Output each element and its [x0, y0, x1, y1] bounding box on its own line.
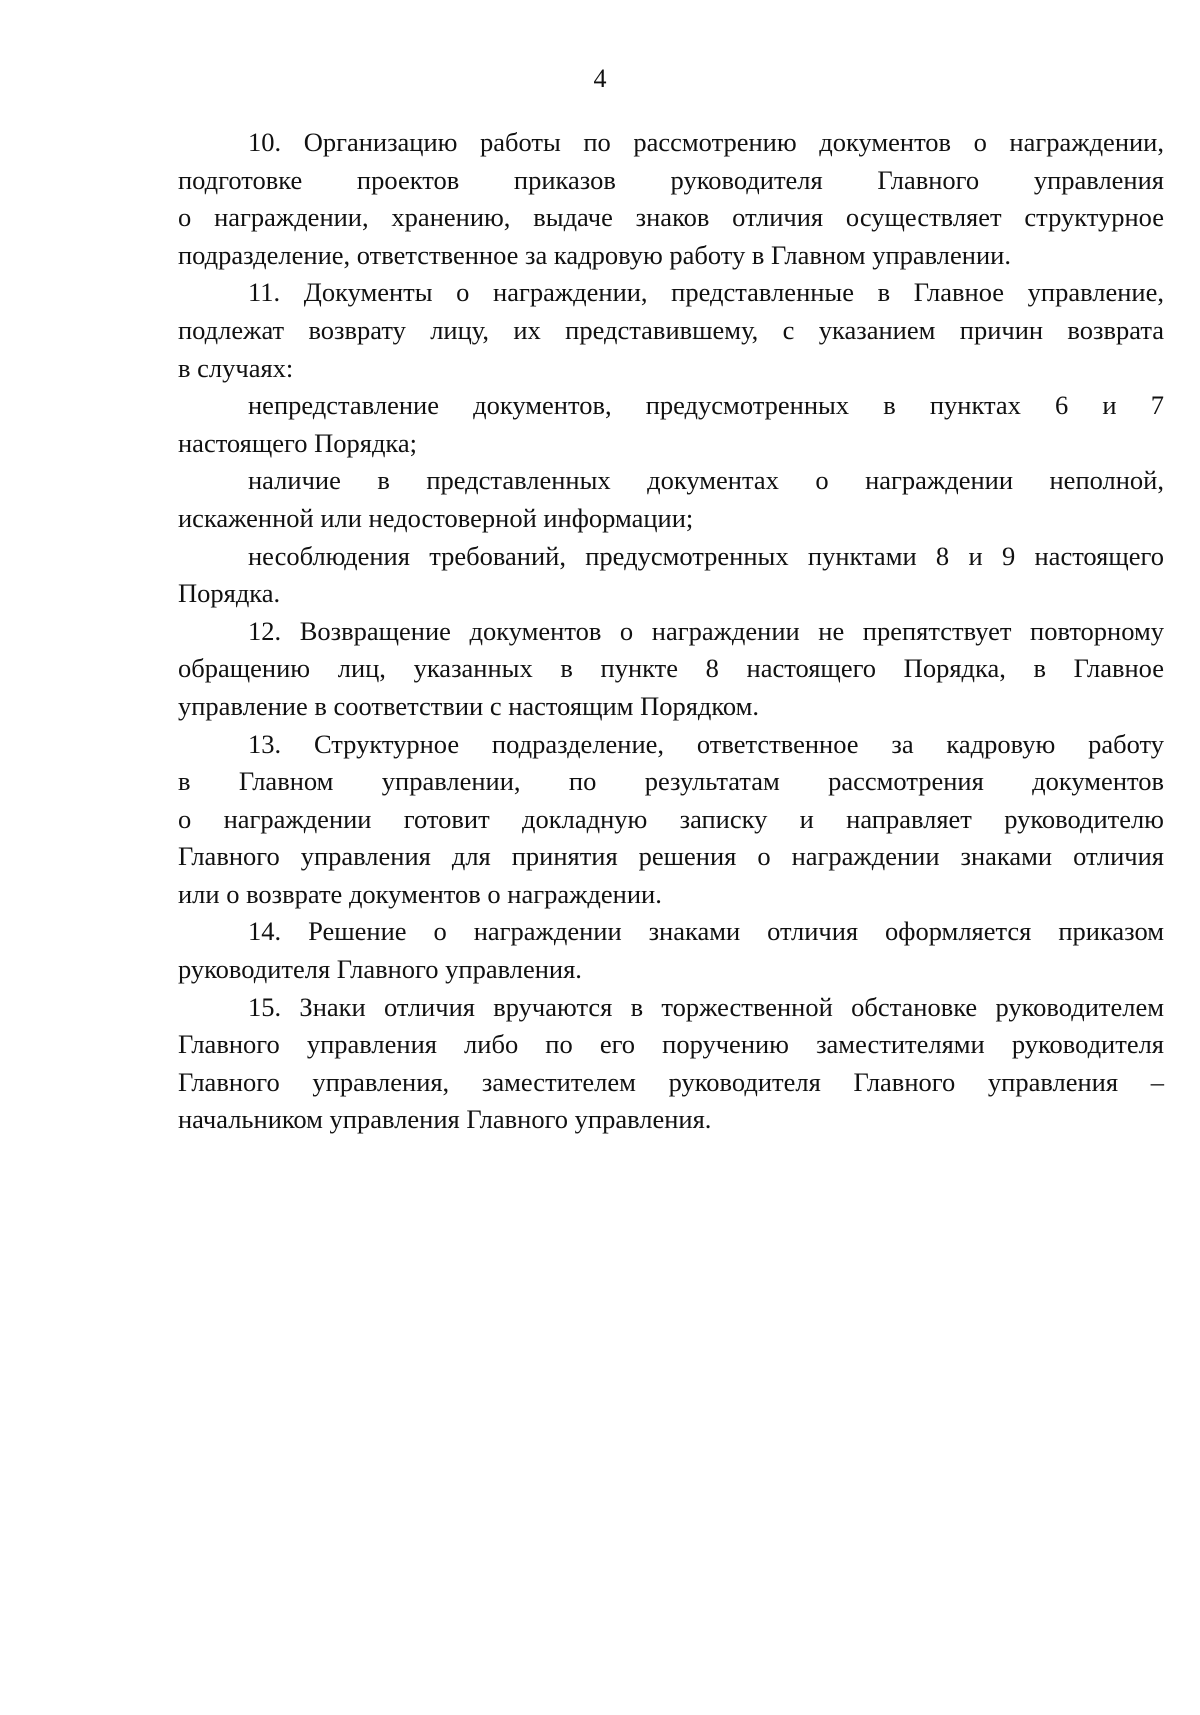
paragraph-13	[178, 726, 1164, 914]
text-line: искаженной или недостоверной информации;	[178, 502, 694, 533]
text-line: подлежат возврату лицу, их представившему, с указанием причин возврата	[178, 314, 1164, 345]
text-line: 14. Решение о награждении знаками отличия оформляется приказом	[248, 916, 1164, 947]
list-item-non-submission	[178, 387, 1164, 462]
paragraph-12	[178, 613, 1164, 726]
text-line: 13. Структурное подразделение, ответственное за кадровую работу	[248, 728, 1164, 759]
text-line: непредставление документов, предусмотренных в пунктах 6 и 7	[248, 390, 1164, 421]
text-line: руководителя Главного управления.	[178, 954, 582, 985]
text-line: наличие в представленных документах о награждении неполной,	[248, 465, 1164, 496]
text-line: в случаях:	[178, 352, 294, 383]
text-line: в Главном управлении, по результатам рассмотрения документов	[178, 766, 1164, 797]
page-number: 4	[593, 64, 607, 93]
document-body	[178, 124, 1164, 1139]
text-line: начальником управления Главного управления.	[178, 1104, 712, 1135]
text-line: несоблюдения требований, предусмотренных пунктами 8 и 9 настоящего	[248, 540, 1164, 571]
paragraph-14	[178, 913, 1164, 988]
text-line: обращению лиц, указанных в пункте 8 настоящего Порядка, в Главное	[178, 653, 1164, 684]
text-line: 15. Знаки отличия вручаются в торжественной обстановке руководителем	[248, 991, 1164, 1022]
text-line: подготовке проектов приказов руководителя Главного управления	[178, 164, 1164, 195]
text-line: Порядка.	[178, 578, 281, 609]
paragraph-11	[178, 274, 1164, 387]
text-line: или о возврате документов о награждении.	[178, 878, 662, 909]
text-line: о награждении готовит докладную записку и направляет руководителю	[178, 803, 1164, 834]
text-line: Главного управления либо по его поручению заместителями руководителя	[178, 1029, 1164, 1060]
paragraph-10	[178, 124, 1164, 274]
text-line: о награждении, хранению, выдаче знаков отличия осуществляет структурное	[178, 202, 1164, 233]
text-line: Главного управления для принятия решения о награждении знаками отличия	[178, 841, 1164, 872]
list-item-incomplete-info	[178, 462, 1164, 537]
text-line: 12. Возвращение документов о награждении не препятствует повторному	[248, 615, 1164, 646]
text-line: подразделение, ответственное за кадровую работу в Главном управлении.	[178, 239, 1011, 270]
paragraph-15	[178, 989, 1164, 1139]
text-line: настоящего Порядка;	[178, 427, 418, 458]
text-line: 11. Документы о награждении, представленные в Главное управление,	[248, 277, 1164, 308]
text-line: управление в соответствии с настоящим Порядком.	[178, 690, 760, 721]
text-line: Главного управления, заместителем руководителя Главного управления –	[178, 1066, 1164, 1097]
list-item-non-compliance	[178, 538, 1164, 613]
text-line: 10. Организацию работы по рассмотрению документов о награждении,	[248, 127, 1164, 157]
